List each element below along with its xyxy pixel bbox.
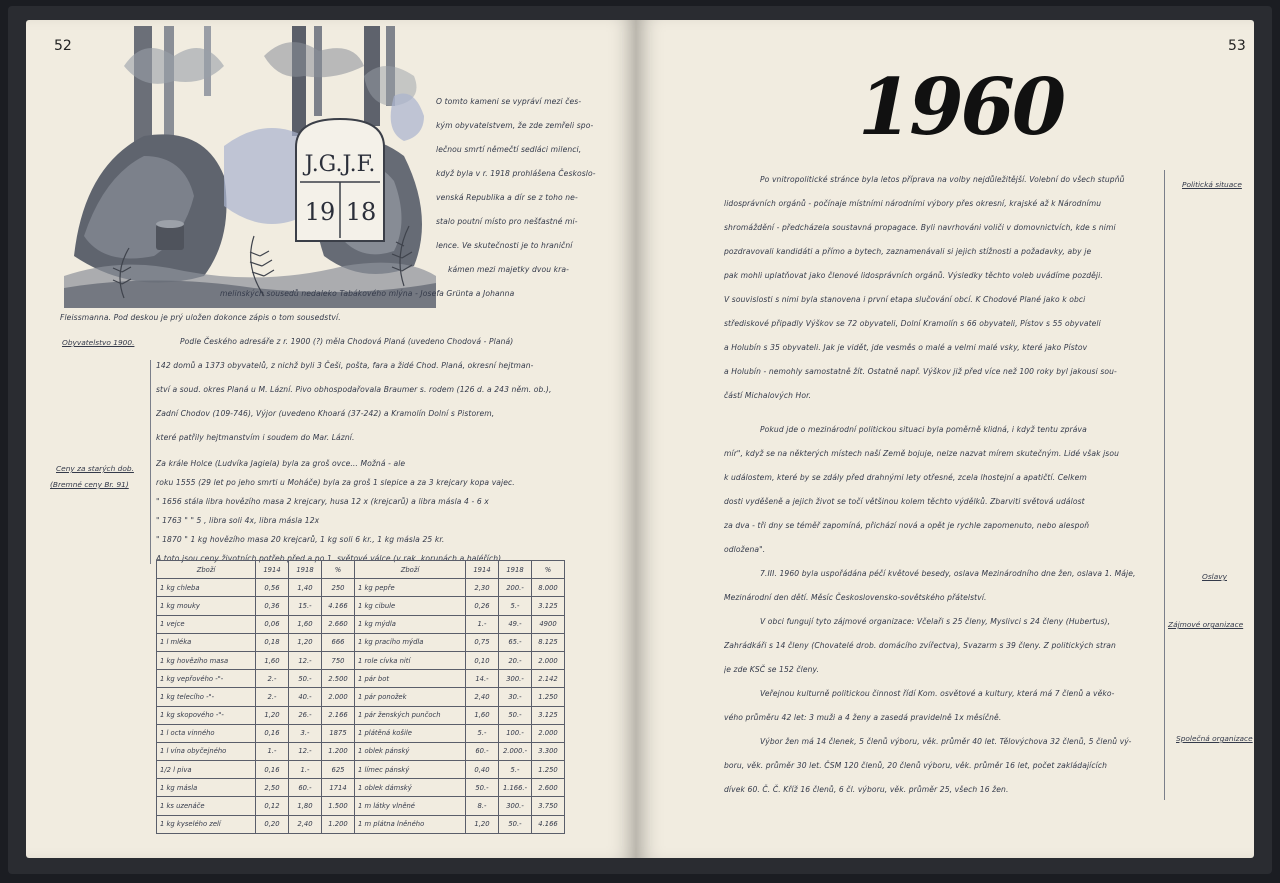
population-line: ství a soud. okres Planá u M. Lázní. Pivo obhospodařovala Braumer s. rodem (126 d. a 243 něm. ob.), [156, 385, 552, 394]
table-cell: 1 límec pánský [355, 761, 466, 779]
table-row [157, 779, 565, 797]
table-cell: 300.- [499, 797, 532, 815]
table-cell: 1 l vína obyčejného [157, 742, 256, 760]
interest-orgs-paragraph [724, 610, 1158, 682]
table-cell: 1 kg mýdla [355, 615, 466, 633]
text-line: boru, věk. průměr 30 let. ČSM 120 členů, 20 členů výboru, věk. průměr 16 let, počet zakládajících [724, 761, 1108, 770]
table-cell: 1.- [466, 615, 499, 633]
table-cell: 1 oblek dámský [355, 779, 466, 797]
population-text [156, 330, 632, 450]
table-cell: 1 kg másla [157, 779, 256, 797]
table-row [157, 615, 565, 633]
table-cell: 1,20 [289, 633, 322, 651]
table-cell: 20.- [499, 651, 532, 669]
table-cell: 1.250 [532, 761, 565, 779]
table-cell: 50.- [499, 706, 532, 724]
text-line: Po vnitropolitické stránce byla letos příprava na volby nejdůležitější. Volební do všech stupňů [760, 175, 1125, 184]
stone-initials: J.G.J.F. [304, 152, 376, 177]
table-cell: 666 [322, 633, 355, 651]
text-line: Výbor žen má 14 členek, 5 členů výboru, věk. průměr 40 let. Tělovýchova 32 členů, 5 členů vý- [760, 737, 1132, 746]
table-row [157, 724, 565, 742]
table-row [157, 761, 565, 779]
text-line: za dva - tři dny se téměř zapomíná, přichází nová a opět je rychle zapomenuto, nebo alespoň [724, 521, 1090, 530]
table-cell: 2.- [256, 670, 289, 688]
text-line: a Holubín - nemohly samostatně žít. Ostatně např. Výškov již před více než 100 roky byl jakousi sou- [724, 367, 1117, 376]
table-cell: 1 oblek pánský [355, 742, 466, 760]
column-header: % [532, 561, 565, 579]
table-cell: 1 l mléka [157, 633, 256, 651]
table-cell: 0,10 [466, 651, 499, 669]
column-header: 1918 [499, 561, 532, 579]
table-cell: 12.- [289, 651, 322, 669]
table-row [157, 651, 565, 669]
caption-line: kým obyvatelstvem, že zde zemřeli spo- [436, 121, 594, 130]
table-cell: 50.- [499, 815, 532, 833]
side-label-prices-source: (Bremné ceny Br. 91) [50, 480, 129, 489]
prices-line: " 1763 " " 5 , libra soli 4x, libra másla 12x [156, 516, 320, 525]
text-line: dívek 60. Č. Č. Kříž 16 členů, 6 čl. výboru, věk. průměr 25, všech 16 žen. [724, 785, 1009, 794]
table-cell: 15.- [289, 597, 322, 615]
table-cell: 1.- [256, 742, 289, 760]
caption-line: lečnou smrtí němečtí sedláci milenci, [436, 145, 582, 154]
table-cell: 5.- [499, 761, 532, 779]
table-cell: 49.- [499, 615, 532, 633]
caption-line: lence. Ve skutečnosti je to hraniční [436, 241, 573, 250]
text-line: V obci fungují tyto zájmové organizace: Včelaři s 25 členy, Myslivci s 24 členy (Hubertus), [760, 617, 1111, 626]
side-label-population: Obyvatelstvo 1900. [62, 338, 135, 347]
table-cell: 2,30 [466, 579, 499, 597]
politics-paragraph [724, 168, 1158, 408]
table-cell: 1 role cívka nití [355, 651, 466, 669]
table-cell: 1,60 [466, 706, 499, 724]
text-line: Zahrádkáři s 14 členy (Chovatelé drob. domácího zvířectva), Svazarm s 39 členy. Z politických stran [724, 641, 1116, 650]
table-cell: 8.125 [532, 633, 565, 651]
right-page [636, 20, 1254, 858]
table-cell: 50.- [289, 670, 322, 688]
margin-rule [150, 464, 151, 564]
table-cell: 60.- [466, 742, 499, 760]
table-cell: 0,12 [256, 797, 289, 815]
table-cell: 1.200 [322, 742, 355, 760]
table-cell: 200.- [499, 579, 532, 597]
table-cell: 1,20 [466, 815, 499, 833]
illustration-caption [436, 90, 632, 258]
table-cell: 26.- [289, 706, 322, 724]
table-cell: 1,20 [256, 706, 289, 724]
table-cell: 5.- [466, 724, 499, 742]
table-row [157, 706, 565, 724]
column-header: % [322, 561, 355, 579]
table-cell: 14.- [466, 670, 499, 688]
prices-line: " 1870 " 1 kg hovězího masa 20 krejcarů, 1 kg soli 6 kr., 1 kg másla 25 kr. [156, 535, 445, 544]
prices-line: roku 1555 (29 let po jeho smrti u Moháče) byla za groš 1 slepice a za 3 krejcary kopa vajec. [156, 478, 515, 487]
table-cell: 0,18 [256, 633, 289, 651]
text-line: střediskové připadly Výškov se 72 obyvateli, Dolní Kramolín s 66 obyvateli, Pístov s 55 obyvateli [724, 319, 1101, 328]
caption-line: Fleissmanna. Pod deskou je prý uložen dokonce zápis o tom sousedství. [60, 313, 341, 322]
table-cell: 2,40 [289, 815, 322, 833]
year-heading: 1960 [858, 62, 1064, 153]
celebrations-paragraph [724, 562, 1158, 610]
price-table [156, 560, 565, 834]
table-cell: 3.300 [532, 742, 565, 760]
table-cell: 0,26 [466, 597, 499, 615]
table-cell: 1714 [322, 779, 355, 797]
text-line: pak mohli uplatňovat jako členové lidosprávních orgánů. Výsledky těchto voleb uvádíme později. [724, 271, 1103, 280]
margin-rule [150, 360, 151, 470]
table-cell: 1 m plátna lněného [355, 815, 466, 833]
page-number: 53 [1228, 38, 1246, 54]
table-cell: 0,36 [256, 597, 289, 615]
column-header: 1914 [466, 561, 499, 579]
international-paragraph [724, 418, 1158, 562]
table-cell: 1 kg chleba [157, 579, 256, 597]
table-cell: 2.660 [322, 615, 355, 633]
table-cell: 1 m látky vlněné [355, 797, 466, 815]
table-cell: 0,75 [466, 633, 499, 651]
table-cell: 2.500 [322, 670, 355, 688]
table-cell: 2.000 [532, 651, 565, 669]
table-cell: 0,56 [256, 579, 289, 597]
text-line: Pokud jde o mezinárodní politickou situaci byla poměrně klidná, i když tentu zpráva [760, 425, 1087, 434]
table-cell: 0,16 [256, 724, 289, 742]
table-cell: 8.- [466, 797, 499, 815]
side-label-interest-orgs: Zájmové organizace [1168, 620, 1244, 629]
prices-line: " 1656 stála libra hovězího masa 2 krejcary, husa 12 x (krejcarů) a libra másla 4 - 6 x [156, 497, 489, 506]
table-row [157, 597, 565, 615]
population-line: 142 domů a 1373 obyvatelů, z nichž byli 3 Češi, pošta, fara a židé Chod. Planá, okresní hejtman- [156, 361, 534, 370]
table-cell: 3.125 [532, 597, 565, 615]
text-line: V souvislosti s nimi byla stanovena i první etapa slučování obcí. K Chodové Plané jako k obci [724, 295, 1086, 304]
table-cell: 60.- [289, 779, 322, 797]
prices-line: A toto jsou ceny životních potřeb před a po 1. světové válce (v rak. korunách a haléřích) [156, 554, 502, 563]
table-cell: 0,40 [466, 761, 499, 779]
table-cell: 2,50 [256, 779, 289, 797]
side-label-politics: Politická situace [1182, 180, 1242, 189]
table-cell: 2.600 [532, 779, 565, 797]
table-cell: 2.000.- [499, 742, 532, 760]
table-row [157, 670, 565, 688]
table-cell: 1/2 l piva [157, 761, 256, 779]
table-cell: 2.000 [532, 724, 565, 742]
table-cell: 2.166 [322, 706, 355, 724]
caption-line: melinských sousedů nedaleko Tabákového mlýna - Josefa Grünta a Johanna [220, 289, 515, 298]
table-cell: 50.- [466, 779, 499, 797]
caption-line: když byla v r. 1918 prohlášena Českoslo- [436, 169, 596, 178]
table-cell: 1,80 [289, 797, 322, 815]
illustration-caption-cont [236, 258, 632, 282]
caption-line: O tomto kameni se vypráví mezi čes- [436, 97, 582, 106]
table-cell: 3.125 [532, 706, 565, 724]
illustration-caption-end [60, 282, 632, 330]
column-header: 1918 [289, 561, 322, 579]
population-line: které patřily hejtmanstvím i soudem do Mar. Lázní. [156, 433, 355, 442]
text-line: vého průměru 42 let: 3 muži a 4 ženy a zasedá pravidelně 1x měsíčně. [724, 713, 1002, 722]
table-cell: 1 plátěná košile [355, 724, 466, 742]
page-number: 52 [54, 38, 72, 54]
text-line: shromáždění - předcházela soustavná propagace. Byli navrhováni voliči v domovnictvích, kde s nimi [724, 223, 1116, 232]
table-cell: 1,60 [256, 651, 289, 669]
table-cell: 1 kg telecího -"- [157, 688, 256, 706]
table-cell: 2.000 [322, 688, 355, 706]
table-cell: 300.- [499, 670, 532, 688]
table-cell: 1 kg mouky [157, 597, 256, 615]
table-cell: 1 pár bot [355, 670, 466, 688]
text-line: dosti vyděšeně a jejich život se točí většinou kolem těchto výdělků. Zbarviti světová událost [724, 497, 1085, 506]
stone-year-part1: 19 [304, 198, 336, 226]
table-cell: 30.- [499, 688, 532, 706]
table-cell: 40.- [289, 688, 322, 706]
table-cell: 4900 [532, 615, 565, 633]
table-cell: 0,16 [256, 761, 289, 779]
table-cell: 12.- [289, 742, 322, 760]
right-margin-rule [1164, 170, 1165, 800]
table-cell: 8.000 [532, 579, 565, 597]
text-line: je zde KSČ se 152 členy. [724, 665, 820, 674]
side-label-celebrations: Oslavy [1202, 572, 1227, 581]
table-cell: 1 ks uzenáče [157, 797, 256, 815]
table-cell: 4.166 [532, 815, 565, 833]
table-cell: 1875 [322, 724, 355, 742]
text-line: pozdravovali kandidáti a přímo a bytech, zaznamenávali si jejich stížnosti a požadavky, aby je [724, 247, 1092, 256]
text-line: mír", když se na některých místech naší Země bojuje, nelze nazvat mírem skutečným. Lidé však jsou [724, 449, 1120, 458]
table-cell: 100.- [499, 724, 532, 742]
prices-text [156, 454, 632, 568]
table-cell: 1.- [289, 761, 322, 779]
price-table-body [157, 579, 565, 834]
table-cell: 0,06 [256, 615, 289, 633]
population-line: Podle Českého adresáře z r. 1900 (?) měla Chodová Planá (uvedeno Chodová - Planá) [180, 337, 514, 346]
left-page [26, 20, 636, 858]
social-orgs-paragraph [724, 730, 1158, 802]
table-cell: 1.250 [532, 688, 565, 706]
table-header-row [157, 561, 565, 579]
stone-year-part2: 18 [345, 198, 377, 226]
table-cell: 1 kg cibule [355, 597, 466, 615]
text-line: Mezinárodní den dětí. Měsíc Československo-sovětského přátelství. [724, 593, 987, 602]
table-cell: 1.166.- [499, 779, 532, 797]
column-header: Zboží [355, 561, 466, 579]
table-cell: 1 vejce [157, 615, 256, 633]
text-line: částí Michalových Hor. [724, 391, 812, 400]
table-row [157, 815, 565, 833]
table-cell: 5.- [499, 597, 532, 615]
table-cell: 1 kg kyselého zelí [157, 815, 256, 833]
table-cell: 4.166 [322, 597, 355, 615]
table-row [157, 688, 565, 706]
caption-line: stalo poutní místo pro nešťastné mi- [436, 217, 578, 226]
table-cell: 250 [322, 579, 355, 597]
table-cell: 1 kg pracího mýdla [355, 633, 466, 651]
table-cell: 1 kg skopového -"- [157, 706, 256, 724]
table-cell: 1.500 [322, 797, 355, 815]
population-line: Zadní Chodov (109-746), Výjor (uvedeno Khoará (37-242) a Kramolín Dolní s Pistorem, [156, 409, 495, 418]
table-cell: 1 pár ponožek [355, 688, 466, 706]
text-line: 7.III. 1960 byla uspořádána péčí květové besedy, oslava Mezinárodního dne žen, oslava 1. Máje, [760, 569, 1136, 578]
side-label-prices: Ceny za starých dob. [56, 464, 134, 473]
table-cell: 2,40 [466, 688, 499, 706]
caption-line: venská Republika a dír se z toho ne- [436, 193, 578, 202]
culture-paragraph [724, 682, 1158, 730]
table-cell: 1 kg pepře [355, 579, 466, 597]
text-line: a Holubín s 35 obyvateli. Jak je vidět, jde vesměs o malé a velmi malé vsky, které jako Pístov [724, 343, 1088, 352]
table-cell: 2.- [256, 688, 289, 706]
notebook-spread [8, 6, 1272, 874]
table-cell: 1,60 [289, 615, 322, 633]
table-cell: 1,40 [289, 579, 322, 597]
table-cell: 1 l octa vinného [157, 724, 256, 742]
table-cell: 3.750 [532, 797, 565, 815]
table-cell: 65.- [499, 633, 532, 651]
table-cell: 1.200 [322, 815, 355, 833]
column-header: 1914 [256, 561, 289, 579]
caption-line: kámen mezi majetky dvou kra- [448, 265, 569, 274]
prices-line: Za krále Holce (Ludvíka Jagiela) byla za groš ovce... Možná - ale [156, 459, 406, 468]
text-line: odložena". [724, 545, 766, 554]
table-cell: 1 kg vepřového -"- [157, 670, 256, 688]
table-cell: 1 kg hovězího masa [157, 651, 256, 669]
table-row [157, 579, 565, 597]
table-row [157, 742, 565, 760]
text-line: lidosprávních orgánů - počínaje místními národními výbory přes okresní, krajské až k Národnímu [724, 199, 1102, 208]
column-header: Zboží [157, 561, 256, 579]
table-cell: 2.142 [532, 670, 565, 688]
text-line: Veřejnou kulturně politickou činnost řídí Kom. osvětové a kultury, která má 7 členů a věko- [760, 689, 1115, 698]
table-cell: 625 [322, 761, 355, 779]
table-cell: 3.- [289, 724, 322, 742]
table-row [157, 633, 565, 651]
text-line: k událostem, které by se zdály před drahnými lety otřesné, zcela lhostejní a apatičtí. Celkem [724, 473, 1087, 482]
table-cell: 1 pár ženských punčoch [355, 706, 466, 724]
table-cell: 750 [322, 651, 355, 669]
table-cell: 0,20 [256, 815, 289, 833]
side-label-social-orgs: Společná organizace [1176, 734, 1253, 743]
table-row [157, 797, 565, 815]
